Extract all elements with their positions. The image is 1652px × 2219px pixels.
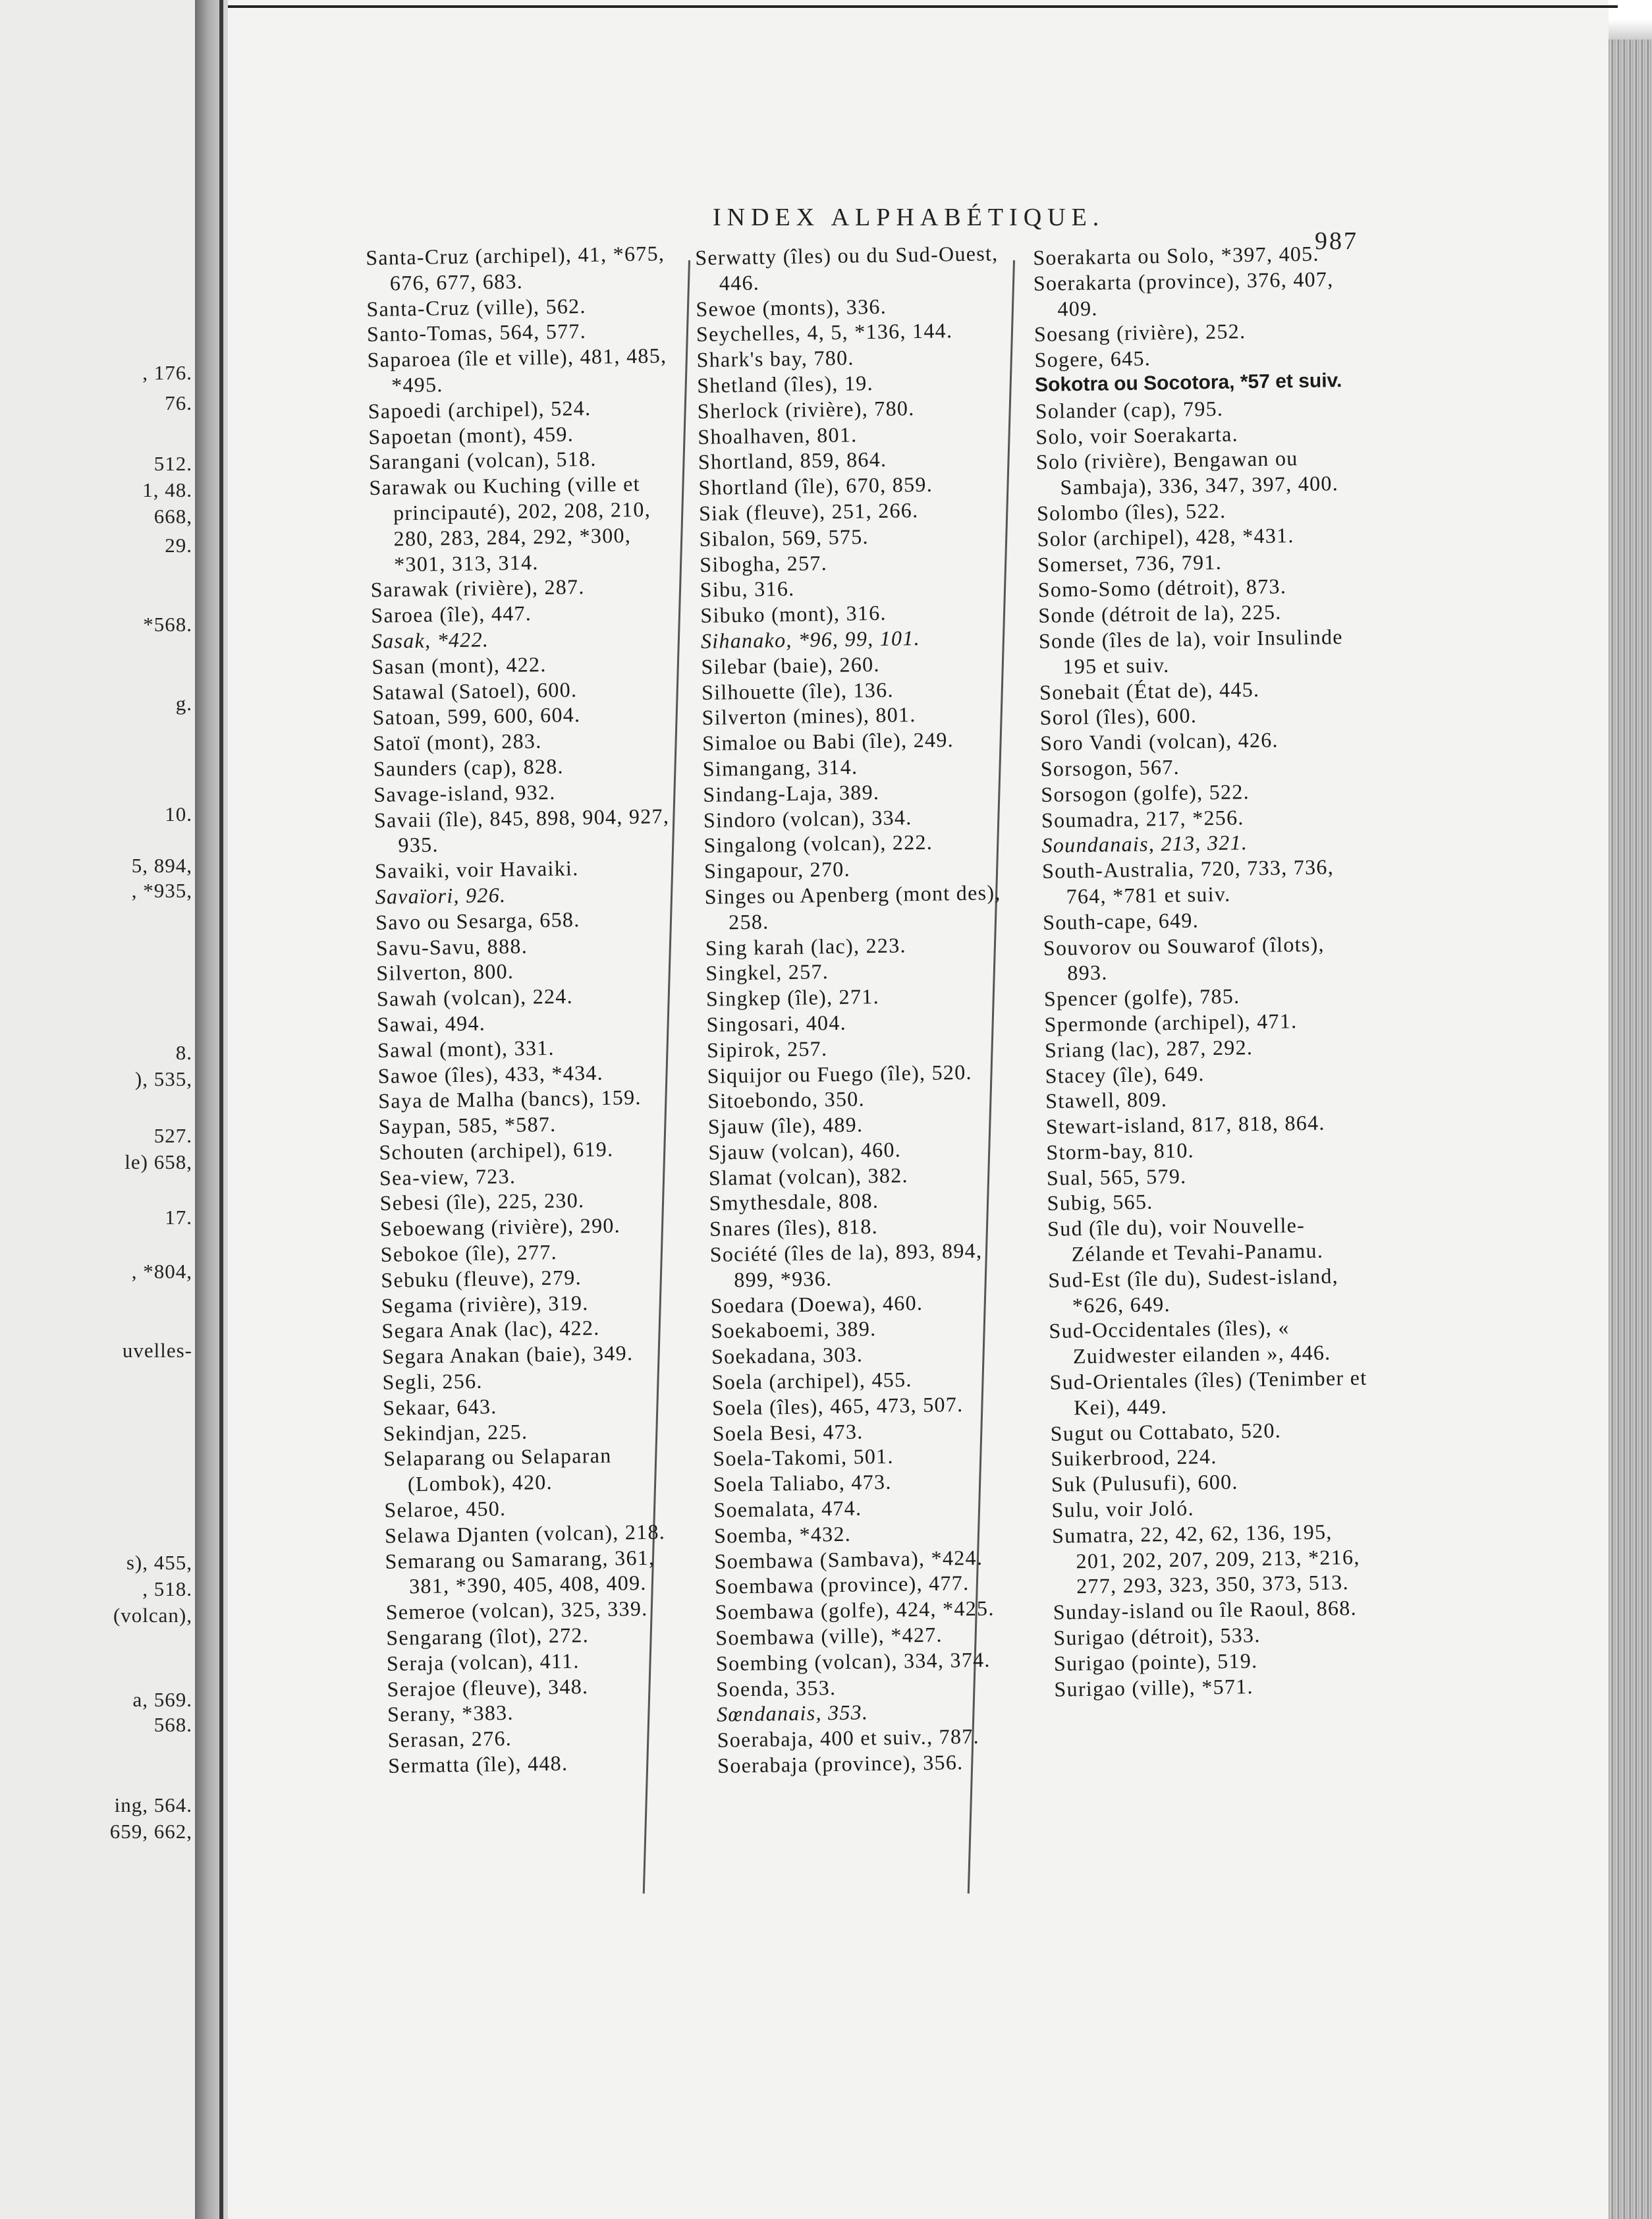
index-entry: Sasak, *422. — [371, 627, 489, 653]
index-entry: Sherlock (rivière), 780. — [697, 395, 915, 423]
index-entry: Somerset, 736, 791. — [1037, 549, 1223, 576]
index-entry: Subig, 565. — [1047, 1189, 1153, 1216]
index-entry: Sea-view, 723. — [379, 1164, 516, 1190]
index-entry: Sonebait (État de), 445. — [1039, 677, 1260, 704]
facing-page-fragment: ), 535, — [134, 1067, 192, 1090]
index-entry: Soemba, *432. — [713, 1521, 852, 1548]
index-entry: Soela-Takomi, 501. — [713, 1444, 895, 1471]
facing-page-fragment: 5, 894, — [131, 854, 192, 877]
facing-page-fragment: (volcan), — [113, 1604, 192, 1627]
index-entry: South-cape, 649. — [1042, 908, 1199, 934]
index-entry: Sarawak ou Kuching (ville et principauté), 202, 208, 210, 280, 283, 284, 292, *300, *301, 313, 314. — [369, 472, 651, 576]
index-entry: Singkel, 257. — [705, 959, 829, 986]
index-entry: Sud-Occidentales (îles), « Zuidwester eilanden », 446. — [1049, 1315, 1331, 1368]
index-entry: Saypan, 585, *587. — [378, 1111, 557, 1138]
index-entry: Snares (îles), 818. — [709, 1214, 879, 1241]
index-entry: Sugut ou Cottabato, 520. — [1050, 1418, 1282, 1446]
index-entry: Sermatta (île), 448. — [387, 1751, 568, 1778]
index-entry: Sapoedi (archipel), 524. — [368, 395, 592, 423]
index-entry: Silhouette (île), 136. — [701, 677, 894, 704]
index-entry: Sonde (îles de la), voir Insulinde 195 et suiv. — [1038, 625, 1344, 679]
index-entry: Sindang-Laja, 389. — [703, 779, 880, 806]
index-entry: Satoan, 599, 600, 604. — [372, 702, 581, 730]
index-entry: Sriang (lac), 287, 292. — [1044, 1034, 1253, 1062]
index-entry: South-Australia, 720, 733, 736, 764, *781 et suiv. — [1041, 855, 1335, 909]
facing-page-fragment: ing, 564. — [114, 1793, 192, 1816]
facing-page-fragment: 568. — [153, 1713, 192, 1736]
index-entry: Somo-Somo (détroit), 873. — [1037, 574, 1287, 602]
index-column-1 — [366, 240, 690, 1878]
index-entry: Sibalon, 569, 575. — [699, 524, 869, 551]
index-entry: Soemalata, 474. — [713, 1496, 862, 1522]
index-entry: Stawell, 809. — [1045, 1087, 1168, 1113]
index-entry: Sulu, voir Joló. — [1051, 1496, 1195, 1522]
index-entry: Surigao (pointe), 519. — [1053, 1648, 1258, 1675]
facing-page-fragment: 527. — [153, 1124, 192, 1147]
index-entry: Sipirok, 257. — [706, 1036, 828, 1062]
index-entry: Stacey (île), 649. — [1045, 1061, 1205, 1088]
index-entry: Serwatty (îles) ou du Sud-Ouest, 446. — [695, 241, 999, 295]
index-entry: Santo-Tomas, 564, 577. — [366, 319, 587, 347]
facing-page-fragment: 668, — [153, 505, 192, 528]
index-entry: Saparoea (île et ville), 481, 485, *495. — [367, 343, 667, 397]
index-entry: Soerakarta (province), 376, 407, 409. — [1033, 267, 1334, 321]
index-entry: Sarawak (rivière), 287. — [370, 575, 585, 602]
facing-page — [0, 0, 198, 2219]
index-entry: Singalong (volcan), 222. — [703, 830, 933, 858]
index-entry: Sjauw (volcan), 460. — [708, 1137, 902, 1164]
facing-page-fragment: 1, 48. — [142, 478, 192, 501]
index-entry: Serajoe (fleuve), 348. — [387, 1673, 589, 1701]
index-entry: Sihanako, *96, 99, 101. — [700, 625, 921, 653]
index-entry: Soerabaja, 400 et suiv., 787. — [717, 1724, 980, 1752]
index-entry: Segama (rivière), 319. — [381, 1290, 589, 1318]
index-entry: Sorol (îles), 600. — [1039, 703, 1198, 730]
index-entry: Soenda, 353. — [716, 1675, 837, 1701]
index-entry: Soumadra, 217, *256. — [1041, 804, 1244, 832]
index-entry: Société (îles de la), 893, 894, 899, *936. — [709, 1238, 983, 1292]
index-column-3 — [1033, 240, 1377, 1879]
index-entry: Shortland, 859, 864. — [698, 447, 887, 474]
facing-page-fragment: uvelles- — [122, 1339, 192, 1362]
index-entry: Sebesi (île), 225, 230. — [379, 1188, 585, 1216]
index-entry: Singes ou Apenberg (mont des), 258. — [704, 880, 1001, 934]
index-entry: Soerakarta ou Solo, *397, 405. — [1033, 241, 1320, 269]
index-entry: Shortland (île), 670, 859. — [698, 472, 933, 500]
index-entry: Sebokoe (île), 277. — [380, 1239, 558, 1266]
index-entry: Sogere, 645. — [1034, 346, 1151, 372]
index-entry: Siquijor ou Fuego (île), 520. — [707, 1059, 973, 1088]
index-entry: Sibuko (mont), 316. — [700, 600, 887, 628]
index-entry: Solombo (îles), 522. — [1036, 498, 1226, 525]
index-entry: Soembawa (province), 477. — [714, 1571, 970, 1599]
index-entry: Sebuku (fleuve), 279. — [381, 1265, 582, 1292]
page-stack-edges — [1609, 40, 1652, 2219]
index-entry: Savage-island, 932. — [373, 779, 556, 806]
index-entry: Spermonde (archipel), 471. — [1044, 1009, 1298, 1036]
index-entry: Satawal (Satoel), 600. — [372, 677, 578, 704]
index-entry: Sjauw (île), 489. — [707, 1112, 864, 1138]
gutter-shadow-line — [219, 0, 223, 2219]
index-entry: Soerabaja (province), 356. — [717, 1750, 964, 1778]
index-entry: Satoï (mont), 283. — [372, 729, 542, 756]
facing-page-fragment: *568. — [143, 613, 192, 636]
index-entry: Soela (îles), 465, 473, 507. — [711, 1392, 964, 1420]
index-entry: Sonde (détroit de la), 225. — [1038, 600, 1282, 628]
facing-page-fragment: g. — [175, 692, 192, 715]
index-entry: Surigao (ville), *571. — [1054, 1673, 1254, 1701]
index-entry: Sœndanais, 353. — [716, 1700, 869, 1727]
index-entry: Seboewang (rivière), 290. — [379, 1213, 621, 1241]
index-entry: Singapour, 270. — [703, 857, 851, 884]
page-number: 987 — [1315, 227, 1358, 255]
index-entry: Soembawa (Sambava), *424. — [714, 1545, 983, 1573]
running-header: INDEX ALPHABÉTIQUE. — [713, 204, 1105, 231]
index-entry: Soro Vandi (volcan), 426. — [1039, 727, 1279, 756]
index-entry: Storm-bay, 810. — [1046, 1138, 1195, 1164]
index-entry: Singkep (île), 271. — [705, 984, 880, 1011]
index-entry: Saya de Malha (bancs), 159. — [378, 1085, 642, 1113]
index-entry: Selawa Djanten (volcan), 218. — [384, 1519, 666, 1548]
index-entry: Sekindjan, 225. — [383, 1419, 528, 1446]
index-entry: Soedara (Doewa), 460. — [710, 1290, 923, 1318]
index-entry: Sud (île du), voir Nouvelle-Zélande et Tevahi-Panamu. — [1047, 1213, 1324, 1266]
index-entry: Soembawa (ville), *427. — [715, 1622, 943, 1650]
index-entry: Sarangani (volcan), 518. — [368, 447, 597, 474]
index-entry: Soekaboemi, 389. — [711, 1316, 877, 1343]
index-entry: Simaloe ou Babi (île), 249. — [702, 727, 954, 756]
index-entry: Silverton, 800. — [376, 959, 514, 986]
index-entry: Sibu, 316. — [700, 576, 795, 602]
index-entry: Suikerbrood, 224. — [1051, 1444, 1217, 1471]
index-entry: Sitoebondo, 350. — [707, 1086, 866, 1113]
index-entry: Schouten (archipel), 619. — [379, 1137, 614, 1164]
index-entry: Santa-Cruz (archipel), 41, *675, 676, 677, 683. — [366, 241, 665, 295]
facing-page-fragment: 29. — [165, 534, 192, 557]
index-entry: Silverton (mines), 801. — [702, 702, 916, 730]
facing-page-fragment: le) 658, — [124, 1150, 192, 1173]
index-entry: Sapoetan (mont), 459. — [368, 421, 574, 449]
facing-page-fragment: 8. — [175, 1041, 192, 1064]
index-entry: Soela Taliabo, 473. — [713, 1470, 892, 1497]
index-entry: Sorsogon (golfe), 522. — [1041, 779, 1250, 806]
index-entry: Semeroe (volcan), 325, 339. — [385, 1596, 648, 1625]
index-entry: Sengarang (îlot), 272. — [386, 1623, 590, 1650]
index-entry: Saunders (cap), 828. — [373, 754, 564, 781]
index-entry: Savaïori, 926. — [375, 882, 507, 909]
index-entry: Serany, *383. — [387, 1700, 514, 1727]
index-entry: Segli, 256. — [382, 1368, 483, 1394]
index-entry: Sing karah (lac), 223. — [705, 932, 907, 960]
index-entry: Sekaar, 643. — [382, 1394, 497, 1420]
index-entry: Sual, 565, 579. — [1046, 1164, 1187, 1190]
index-entry: Sawah (volcan), 224. — [376, 984, 574, 1011]
index-entry: Segara Anakan (baie), 349. — [381, 1341, 634, 1369]
index-entry: Solo (rivière), Bengawan ou Sambaja), 336, 347, 397, 400. — [1035, 446, 1339, 499]
facing-page-fragment: , 176. — [142, 361, 192, 384]
index-entry: Semarang ou Samarang, 361, 381, *390, 405, 408, 409. — [385, 1545, 655, 1598]
index-entry: Sawai, 494. — [377, 1011, 486, 1036]
index-entry: Souvorov ou Souwarof (îlots), 893. — [1043, 932, 1325, 985]
index-entry: Sawal (mont), 331. — [377, 1035, 555, 1062]
facing-page-fragment: 10. — [165, 802, 192, 826]
index-entry: Siak (fleuve), 251, 266. — [698, 497, 919, 525]
facing-page-fragment: , *804, — [131, 1260, 192, 1283]
index-entry: Selaroe, 450. — [384, 1496, 507, 1522]
facing-page-fragment: , *935, — [131, 879, 192, 902]
index-entry: Selaparang ou Selaparan (Lombok), 420. — [383, 1444, 612, 1496]
facing-page-fragment: 659, 662, — [109, 1820, 192, 1843]
index-entry: Sunday-island ou île Raoul, 868. — [1053, 1596, 1358, 1625]
index-entry: Sasan (mont), 422. — [372, 652, 547, 679]
index-entry: Solor (archipel), 428, *431. — [1037, 522, 1294, 551]
index-entry: Surigao (détroit), 533. — [1053, 1623, 1261, 1650]
index-entry: Soesang (rivière), 252. — [1033, 319, 1246, 347]
index-entry: Seraja (volcan), 411. — [386, 1648, 580, 1675]
index-entry: Sud-Orientales (îles) (Tenimber et Kei), 449. — [1049, 1365, 1367, 1420]
index-entry: Stewart-island, 817, 818, 864. — [1045, 1110, 1325, 1138]
index-entry: Savo ou Sesarga, 658. — [375, 907, 580, 934]
page-top-edge — [228, 5, 1618, 8]
index-column-2 — [695, 240, 1032, 1879]
index-entry: Solo, voir Soerakarta. — [1035, 421, 1239, 449]
index-entry: Sokotra ou Socotora, *57 et suiv. — [1034, 370, 1342, 396]
index-entry: Sibogha, 257. — [699, 550, 828, 576]
index-entry: Segara Anak (lac), 422. — [381, 1316, 600, 1343]
facing-page-fragment: 17. — [165, 1206, 192, 1229]
index-entry: Slamat (volcan), 382. — [708, 1163, 909, 1190]
facing-page-fragment: s), 455, — [126, 1551, 192, 1574]
index-entry: Sewoe (monts), 336. — [696, 294, 887, 321]
index-entry: Shetland (îles), 19. — [696, 370, 874, 397]
index-entry: Sorsogon, 567. — [1040, 754, 1180, 781]
facing-page-fragment: a, 569. — [132, 1688, 192, 1711]
index-entry: Sud-Est (île du), Sudest-island, *626, 649. — [1048, 1264, 1339, 1317]
index-entry: Spencer (golfe), 785. — [1043, 984, 1240, 1011]
index-entry: Suk (Pulusufi), 600. — [1051, 1469, 1238, 1497]
index-entry: Singosari, 404. — [706, 1010, 847, 1036]
index-entry: Serasan, 276. — [387, 1726, 512, 1752]
index-entry: Simangang, 314. — [702, 754, 858, 781]
index-entry: Soela Besi, 473. — [712, 1419, 864, 1446]
index-entry: Shark's bay, 780. — [696, 345, 854, 372]
index-entry: Savaii (île), 845, 898, 904, 927, 935. — [373, 803, 670, 857]
index-entry: Savaiki, voir Havaiki. — [374, 856, 579, 884]
index-entry: Sindoro (volcan), 334. — [703, 804, 912, 832]
facing-page-fragment: 76. — [165, 391, 192, 414]
index-entry: Sumatra, 22, 42, 62, 136, 195, 201, 202, 207, 209, 213, *216, 277, 293, 323, 350, 373, 513. — [1051, 1519, 1360, 1598]
index-entry: Santa-Cruz (ville), 562. — [366, 293, 587, 321]
index-entry: Solander (cap), 795. — [1035, 396, 1224, 423]
index-entry: Soembawa (golfe), 424, *425. — [715, 1596, 995, 1625]
index-entry: Shoalhaven, 801. — [698, 422, 858, 449]
index-entry: Seychelles, 4, 5, *136, 144. — [696, 318, 953, 347]
index-entry: Soela (archipel), 455. — [711, 1367, 912, 1394]
index-entry: Silebar (baie), 260. — [701, 652, 880, 679]
index-entry: Saroea (île), 447. — [371, 601, 532, 628]
index-entry: Savu-Savu, 888. — [375, 933, 528, 960]
index-entry: Soundanais, 213, 321. — [1041, 830, 1248, 858]
index-entry: Sawoe (îles), 433, *434. — [377, 1060, 604, 1088]
index-entry: Soekadana, 303. — [711, 1342, 864, 1369]
facing-page-fragment: 512. — [153, 452, 192, 475]
facing-page-fragment: , 518. — [142, 1577, 192, 1600]
index-entry: Smythesdale, 808. — [709, 1189, 879, 1216]
index-entry: Soembing (volcan), 334, 374. — [715, 1647, 991, 1675]
